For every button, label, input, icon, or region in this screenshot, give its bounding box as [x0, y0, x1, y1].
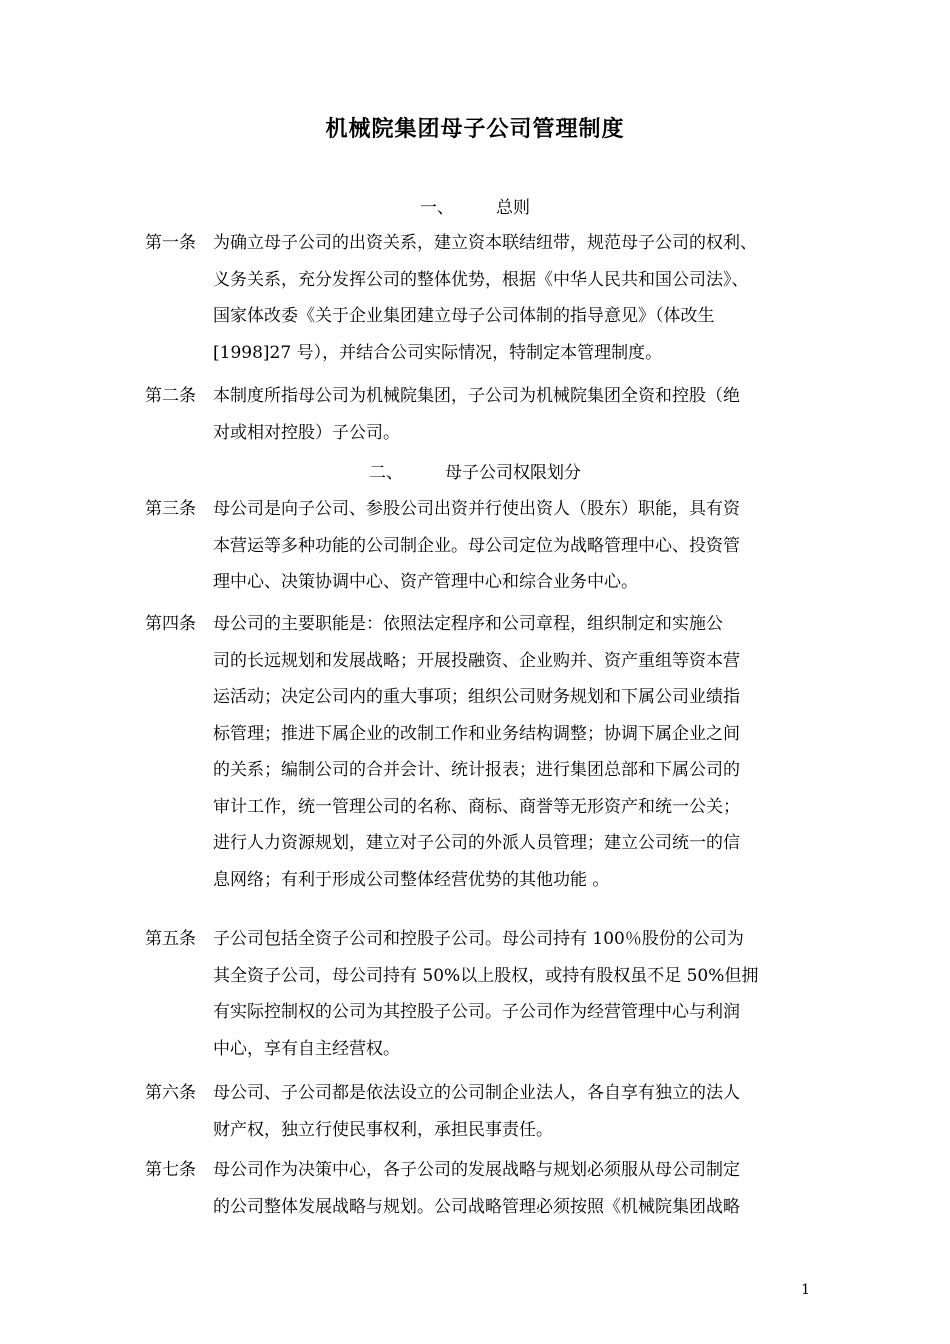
article-line: 对或相对控股）子公司。: [213, 422, 400, 443]
article-line: 中心，享有自主经营权。: [213, 1038, 400, 1059]
article-line: 本营运等多种功能的公司制企业。母公司定位为战略管理中心、投资管: [213, 535, 740, 556]
article-line: 母公司、子公司都是依法设立的公司制企业法人，各自享有独立的法人: [213, 1083, 740, 1103]
article-line: 运活动；决定公司内的重大事项；组织公司财务规划和下属公司业绩指: [213, 687, 740, 707]
article-label: 第四条: [145, 614, 196, 634]
article-line: 审计工作，统一管理公司的名称、商标、商誉等无形资产和统一公关；: [213, 796, 740, 817]
article-line: 理中心、决策协调中心、资产管理中心和综合业务中心。: [213, 572, 638, 592]
article-label: 第七条: [145, 1160, 196, 1180]
article-1: [145, 225, 810, 371]
article-line: 有实际控制权的公司为其控股子公司。子公司作为经营管理中心与利润: [213, 1002, 740, 1022]
section-heading-2: [0, 455, 950, 491]
article-label: 第二条: [145, 386, 196, 406]
article-line: 息网络；有利于形成公司整体经营优势的其他功能 。: [213, 869, 610, 890]
section-number: 一、: [420, 198, 454, 218]
article-label: 第五条: [145, 929, 196, 949]
section-number: 二、: [369, 463, 403, 483]
article-line: 的关系；编制公司的合并会计、统计报表；进行集团总部和下属公司的: [213, 760, 740, 780]
article-line: 母公司的主要职能是：依照法定程序和公司章程，组织制定和实施公: [213, 614, 723, 634]
article-label: 第六条: [145, 1083, 196, 1103]
article-line: [1998]27 号），并结合公司实际情况，特制定本管理制度。: [213, 342, 663, 363]
article-line: 子公司包括全资子公司和控股子公司。母公司持有 100％股份的公司为: [213, 929, 744, 949]
article-5: [145, 921, 810, 1067]
article-2: [145, 378, 810, 451]
article-label: 第三条: [145, 499, 196, 519]
article-3: [145, 491, 810, 601]
article-line: 财产权，独立行使民事权利，承担民事责任。: [213, 1119, 553, 1140]
article-7: [145, 1152, 810, 1225]
document-title: 机械院集团母子公司管理制度: [325, 116, 625, 142]
article-line: 母公司是向子公司、参股公司出资并行使出资人（股东）职能，具有资: [213, 499, 740, 519]
article-line: 本制度所指母公司为机械院集团，子公司为机械院集团全资和控股（绝: [213, 386, 740, 406]
article-line: 母公司作为决策中心，各子公司的发展战略与规划必须服从母公司制定: [213, 1160, 740, 1180]
article-line: 司的长远规划和发展战略；开展投融资、企业购并、资产重组等资本营: [213, 650, 740, 671]
article-line: 其全资子公司，母公司持有 50%以上股权，或持有股权虽不足 50%但拥: [213, 965, 759, 986]
article-line: 义务关系，充分发挥公司的整体优势，根据《中华人民共和国公司法》、: [213, 269, 749, 290]
article-4: [145, 606, 810, 898]
section-title: 总则: [496, 198, 530, 218]
section-heading-1: [0, 190, 950, 226]
article-line: 为确立母子公司的出资关系，建立资本联结纽带，规范母子公司的权利、: [213, 233, 757, 253]
page-number: 1: [801, 1282, 810, 1298]
article-line: 标管理；推进下属企业的改制工作和业务结构调整；协调下属企业之间: [213, 723, 740, 744]
article-label: 第一条: [145, 233, 196, 253]
article-line: 进行人力资源规划，建立对子公司的外派人员管理；建立公司统一的信: [213, 833, 740, 853]
article-line: 国家体改委《关于企业集团建立母子公司体制的指导意见》（体改生: [213, 306, 715, 326]
article-6: [145, 1075, 810, 1148]
article-line: 的公司整体发展战略与规划。公司战略管理必须按照《机械院集团战略: [213, 1196, 740, 1217]
section-title: 母子公司权限划分: [445, 463, 581, 483]
